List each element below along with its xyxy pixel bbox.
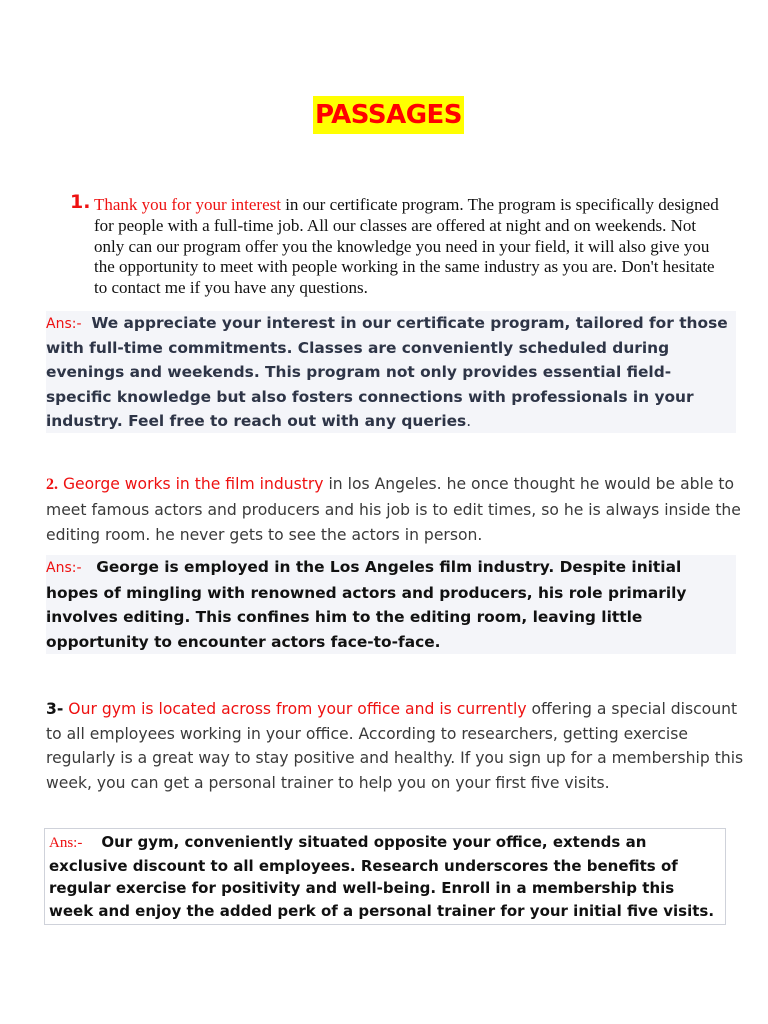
answer-3-label: Ans:- (49, 835, 83, 851)
question-1-text: in our certificate program. The program is specifically designed for people with a full-time job. All our classes are offered at night and on weekends. Not only can our program offer you the knowledge you need in your field, it will also give you the opportunity to meet with people working in the same industry as you are. Don't hesitate to contact me if you have any questions. (94, 195, 719, 298)
question-2-text: in los Angeles. he once thought he would be able to meet famous actors and producers and his job is to edit times, so he is always inside the editing room. he never gets to see the actors in person. (46, 475, 741, 544)
question-2-number: 2. (46, 476, 58, 493)
question-3-number: 3- (46, 700, 64, 718)
answer-1-end: . (466, 411, 472, 430)
answer-1 (46, 311, 736, 433)
question-1-highlight: Thank you for your interest (94, 195, 281, 214)
answer-3-text: Our gym, conveniently situated opposite your office, extends an exclusive discount to all employees. Research underscores the benefits of regular exercise for positivity and well-being. Enroll in a membership this week and enjoy the added perk of a personal trainer for your initial five visits. (49, 833, 715, 920)
answer-2-text: George is employed in the Los Angeles film industry. Despite initial hopes of mingling with renowned actors and producers, his role primarily involves editing. This confines him to the editing room, leaving little opportunity to encounter actors face-to-face. (46, 558, 687, 651)
question-2-highlight: George works in the film industry (62, 475, 324, 493)
page-title: PASSAGES (313, 96, 464, 134)
question-3-highlight: Our gym is located across from your office and is currently (68, 700, 527, 718)
answer-2-label: Ans:- (46, 560, 82, 576)
question-2-passage (46, 472, 746, 547)
answer-3 (44, 828, 726, 925)
question-1-number: 1. (70, 191, 91, 213)
question-3-passage (46, 697, 746, 795)
answer-1-label: Ans:- (46, 316, 82, 332)
answer-2 (46, 555, 736, 654)
question-1-passage (94, 195, 724, 299)
question-3-text: offering a special discount to all employees working in your office. According to researchers, getting exercise regularly is a great way to stay positive and healthy. If you sign up for a membership this week, you can get a personal trainer to help you on your first five visits. (46, 700, 744, 792)
answer-1-text: We appreciate your interest in our certificate program, tailored for those with full-time commitments. Classes are conveniently scheduled during evenings and weekends. This program not only provides essential field-specific knowledge but also fosters connections with professionals in your industry. Feel free to reach out with any queries (46, 314, 728, 430)
